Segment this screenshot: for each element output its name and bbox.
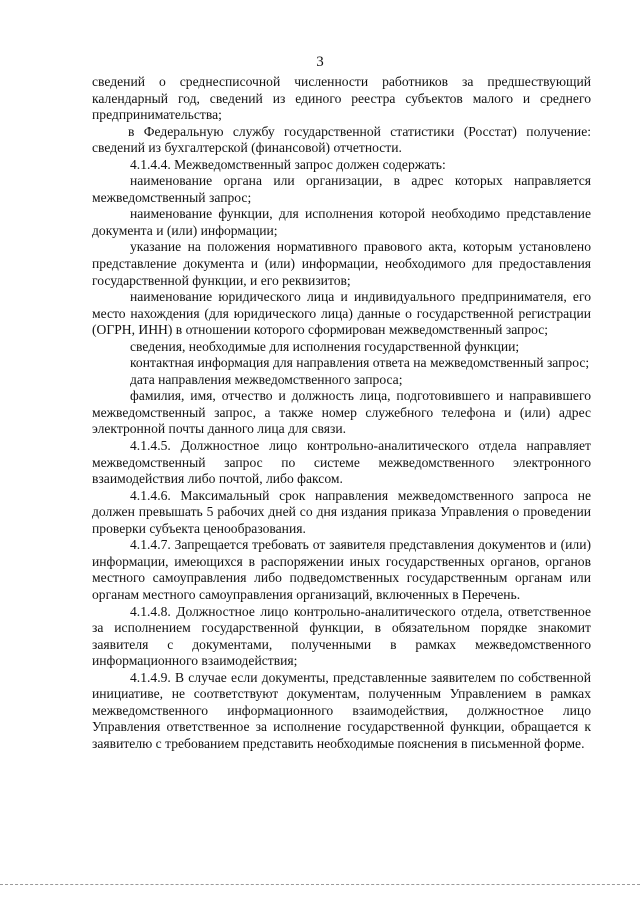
list-item: указание на положения нормативного правового акта, которым установлено представление документа и (или) информации, необходимого для предоставления государственной функции, и его реквизитов; — [92, 239, 591, 288]
paragraph: в Федеральную службу государственной статистики (Росстат) получение: сведений из бухгалтерской (финансовой) отчетности. — [92, 123, 591, 156]
paragraph: 4.1.4.9. В случае если документы, представленные заявителем по собственной инициативе, не соответствуют документам, полученным Управлением в рамках межведомственного информационного взаимодействия, должностное лицо Управления ответственное за исполнение государственной функции, обращается к заявителю с требованием представить необходимые пояснения в письменной форме. — [92, 669, 591, 751]
paragraph: 4.1.4.6. Максимальный срок направления межведомственного запроса не должен превышать 5 рабочих дней со дня издания приказа Управления о проведении проверки субъекта ценообразования. — [92, 487, 591, 536]
paragraph: 4.1.4.8. Должностное лицо контрольно-аналитического отдела, ответственное за исполнением государственной функции, в обязательном порядке знакомит заявителя с документами, полученными в рамках межведомственного информационного взаимодействия; — [92, 603, 591, 669]
page-number: 3 — [316, 54, 324, 70]
paragraph: 4.1.4.5. Должностное лицо контрольно-аналитического отдела направляет межведомственный запрос по системе межведомственного электронного взаимодействия либо почтой, либо факсом. — [92, 438, 591, 487]
paragraph: сведений о среднесписочной численности работников за предшествующий календарный год, сведений из единого реестра субъектов малого и среднего предпринимательства; — [92, 74, 591, 123]
list-item: фамилия, имя, отчество и должность лица, подготовившего и направившего межведомственный запрос, а также номер служебного телефона и (или) адрес электронной почты данного лица для связи. — [92, 388, 591, 437]
document-body — [92, 74, 591, 752]
list-item: контактная информация для направления ответа на межведомственный запрос; — [130, 355, 590, 371]
scan-edge-rule — [0, 884, 640, 885]
paragraph: 4.1.4.7. Запрещается требовать от заявителя представления документов и (или) информации, имеющихся в распоряжении иных государственных органов, органов местного самоуправления либо подведомственных государственным органам или органам местного самоуправления организаций, включенных в Перечень. — [92, 537, 591, 602]
list-item: дата направления межведомственного запроса; — [130, 371, 403, 387]
list-item: наименование юридического лица и индивидуального предпринимателя, его место нахождения (для юридического лица) данные о государственной регистрации (ОГРН, ИНН) в отношении которого сформирован межведомственный запрос; — [92, 289, 591, 338]
list-item: наименование органа или организации, в адрес которых направляется межведомственный запрос; — [92, 173, 591, 205]
list-item: сведения, необходимые для исполнения государственной функции; — [130, 338, 520, 354]
list-item: наименование функции, для исполнения которой необходимо представление документа и (или) информации; — [92, 206, 591, 238]
section-heading: 4.1.4.4. Межведомственный запрос должен содержать: — [130, 156, 446, 172]
